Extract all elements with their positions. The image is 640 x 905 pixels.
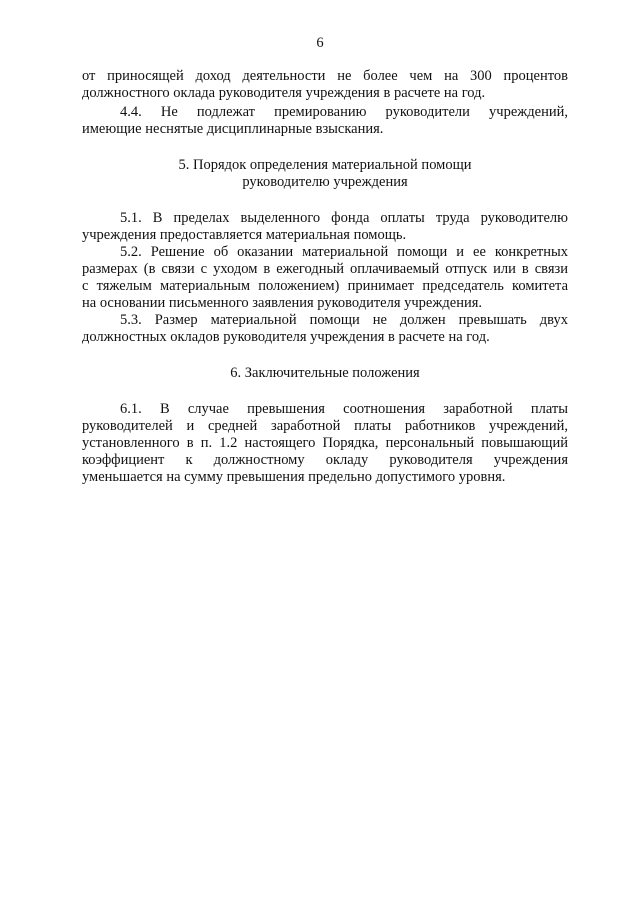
text-line: на основании письменного заявления руководителя учреждения. bbox=[82, 295, 483, 311]
text-line: 5.1. В пределах выделенного фонда оплаты труда руководителю bbox=[120, 210, 568, 226]
text-line: от приносящей доход деятельности не более чем на 300 процентов bbox=[82, 68, 568, 84]
text-line: установленного в п. 1.2 настоящего Порядка, персональный повышающий bbox=[82, 435, 568, 451]
text-line: 5.3. Размер материальной помощи не должен превышать двух bbox=[120, 312, 568, 328]
heading-line: 5. Порядок определения материальной помощи bbox=[178, 157, 472, 173]
section-5-heading bbox=[82, 157, 568, 191]
text-line: 5.2. Решение об оказании материальной помощи и ее конкретных bbox=[120, 244, 568, 260]
text-line: уменьшается на сумму превышения предельно допустимого уровня. bbox=[82, 469, 506, 485]
heading-line: 6. Заключительные положения bbox=[230, 365, 420, 381]
paragraph-5-2 bbox=[82, 244, 568, 312]
text-line: учреждения предоставляется материальная помощь. bbox=[82, 227, 407, 243]
document-body bbox=[82, 68, 568, 486]
paragraph-6-1 bbox=[82, 401, 568, 486]
text-line: 4.4. Не подлежат премированию руководители учреждений, bbox=[120, 104, 568, 120]
heading-line: руководителю учреждения bbox=[242, 174, 408, 190]
page-number: 6 bbox=[316, 35, 324, 51]
text-line: должностных окладов руководителя учреждения в расчете на год. bbox=[82, 329, 490, 345]
text-line: 6.1. В случае превышения соотношения заработной платы bbox=[120, 401, 568, 417]
paragraph-5-1 bbox=[82, 210, 568, 244]
paragraph-intro-continuation bbox=[82, 68, 568, 102]
text-line: руководителей и средней заработной платы работников учреждений, bbox=[82, 418, 568, 434]
text-line: должностного оклада руководителя учреждения в расчете на год. bbox=[82, 85, 486, 101]
text-line: коэффициент к должностному окладу руководителя учреждения bbox=[82, 452, 568, 468]
text-line: размерах (в связи с уходом в ежегодный оплачиваемый отпуск или в связи bbox=[82, 261, 568, 277]
section-6-heading bbox=[82, 365, 568, 382]
text-line: имеющие неснятые дисциплинарные взыскания. bbox=[82, 121, 384, 137]
paragraph-5-3 bbox=[82, 312, 568, 346]
paragraph-4-4 bbox=[82, 104, 568, 138]
text-line: с тяжелым материальным положением) принимает председатель комитета bbox=[82, 278, 568, 294]
